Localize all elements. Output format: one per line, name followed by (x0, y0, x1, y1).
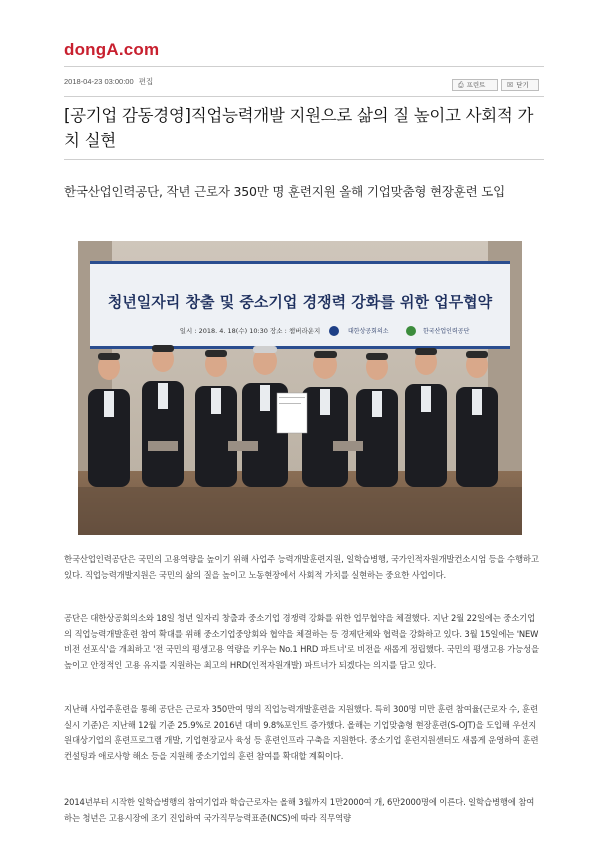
article-editor: 편집 (138, 77, 154, 86)
close-button-label: 닫기 (516, 81, 529, 89)
article-paragraph-4: 2014년부터 시작한 일학습병행의 참여기업과 학습근로자는 올해 3월까지 1만2000여 개, 6만2000명에 이른다. 일학습병행에 참여하는 청년은 고용시장에 조기 진입하여 국가직무능력표준(NCS)에 따라 직무역량 (64, 797, 535, 823)
print-button-label: 프린트 (466, 81, 486, 89)
article-datetime: 2018-04-23 03:00:00 (64, 77, 134, 86)
banner-title: 청년일자리 창출 및 중소기업 경쟁력 강화를 위한 업무협약 (107, 293, 493, 311)
banner-org1: 대한상공회의소 (348, 328, 389, 335)
article-subheadline: 한국산업인력공단, 작년 근로자 350만 명 훈련지원 올해 기업맞춤형 현장훈련 도입 (64, 184, 505, 199)
article-headline: [공기업 감동경영]직업능력개발 지원으로 삶의 질 높이고 사회적 가치 실현 (64, 106, 534, 150)
article-meta (64, 76, 153, 87)
article-paragraph-1: 한국산업인력공단은 국민의 고용역량을 높이기 위해 사업주 능력개발훈련지원, 일학습병행, 국가인적자원개발컨소시엄 등을 수행하고 있다. 직업능력개발지원은 국민의 삶의 질을 높이고 노동현장에서 사회적 가치를 실현하는 중요한 사업이다. (64, 554, 539, 580)
header-divider (64, 66, 544, 67)
article-photo (78, 241, 522, 535)
headline-divider (64, 159, 544, 160)
print-button[interactable] (452, 79, 498, 91)
printer-icon: ⎙ (458, 81, 464, 89)
banner-org2: 한국산업인력공단 (423, 328, 470, 335)
photo-scene (78, 241, 522, 535)
meta-divider (64, 96, 544, 97)
article-paragraph-3: 지난해 사업주훈련을 통해 공단은 근로자 350만여 명의 직업능력개발훈련을 지원했다. 특히 300명 미만 훈련 참여율(근로자 수, 훈련실시 기준)은 지난해 12월 기준 25.9%로 2016년 대비 9.8%포인트 증가했다. 올해는 기업맞춤형 현장훈련(S-OJT)을 도입해 우선지원대상기업의 훈련프로그램 개발, 기업현장교사 육성 등 훈련인프라 구축을 지원한다. 중소기업 훈련지원센터도 새롭게 운영하여 훈련컨설팅과 애로사항 해소 등을 지원해 중소기업의 훈련 참여를 확대할 계획이다. (64, 704, 539, 761)
close-icon: ☒ (507, 81, 514, 89)
article-paragraph-2: 공단은 대한상공회의소와 18일 청년 일자리 창출과 중소기업 경쟁력 강화를 위한 업무협약을 체결했다. 지난 2월 22일에는 중소기업의 직업능력개발훈련 참여 확대를 위해 중소기업중앙회와 협약을 체결하는 등 경제단체와 협력을 강화하고 있다. 3월 15일에는 'NEW 비전 선포식'을 개최하고 '전 국민의 평생고용 역량을 키우는 No.1 HRD 파트너'로 비전을 새롭게 정립했다. 국민의 평생고용 가능성을 높이고 안정적인 고용 유지를 지원하는 최고의 HRD(인적자원개발) 파트너가 되겠다는 의지를 담고 있다. (64, 613, 539, 670)
banner-info: 일시 : 2018. 4. 18(수) 10:30 장소 : 챔버라운지 (179, 327, 321, 335)
close-button[interactable] (501, 79, 539, 91)
site-logo[interactable]: dongA.com (64, 40, 160, 59)
